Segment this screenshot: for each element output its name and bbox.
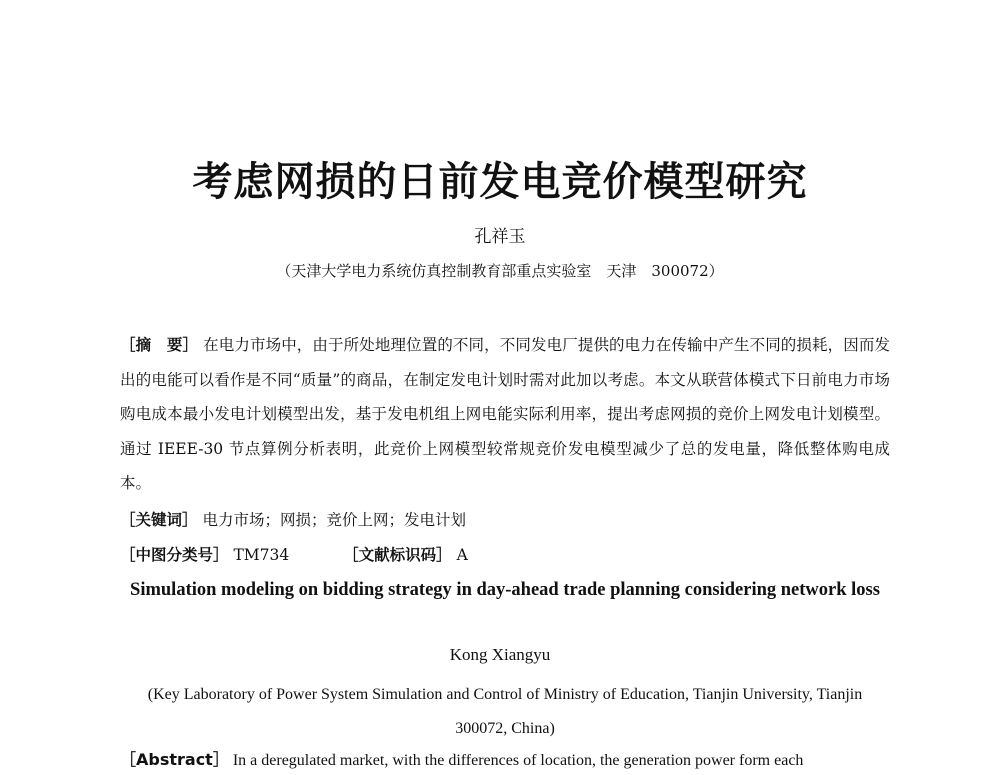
abstract-cn-text: 在电力市场中，由于所处地理位置的不同，不同发电厂提供的电力在传输中产生不同的损耗，因而发出的电能可以看作是不同“质量”的商品，在制定发电计划时需对此加以考虑。本文从联营体模式下日前电力市场购电成本最小发电计划模型出发，基于发电机组上网电能实际利用率，提出考虑网损的竞价上网发电计划模型。通过 IEEE-30 节点算例分析表明，此竞价上网模型较常规竞价发电模型减少了总的发电量，降低整体购电成本。: [120, 336, 890, 492]
classification-line: [120, 543, 890, 565]
doc-code-value: A: [456, 546, 468, 564]
abstract-en-text: In a deregulated market, with the differences of location, the generation power form each: [232, 752, 804, 769]
paper-title-en: Simulation modeling on bidding strategy in day-ahead trade planning considering network loss: [130, 580, 880, 600]
clc-label: ［中图分类号］: [120, 546, 229, 564]
affiliation-cn: （天津大学电力系统仿真控制教育部重点实验室 天津 300072）: [276, 262, 724, 280]
abstract-en: [120, 746, 890, 775]
author-cn: 孔祥玉: [474, 227, 526, 247]
paper-title-cn: 考虑网损的日前发电竞价模型研究: [192, 159, 808, 205]
affiliation-en: (Key Laboratory of Power System Simulation and Control of Ministry of Education, Tianjin University, Tianjin 300072, China): [147, 686, 863, 737]
abstract-cn-label: ［摘 要］: [120, 336, 199, 354]
author-en: Kong Xiangyu: [449, 645, 551, 664]
clc-value: TM734: [233, 546, 290, 564]
keywords-line: [120, 508, 890, 530]
keywords-label: ［关键词］: [120, 511, 198, 529]
keywords-text: 电力市场；网损；竞价上网；发电计划: [202, 511, 466, 529]
abstract-cn: [120, 328, 890, 501]
doc-code-label: ［文献标识码］: [343, 546, 452, 564]
abstract-en-label: ［Abstract］: [120, 750, 229, 769]
